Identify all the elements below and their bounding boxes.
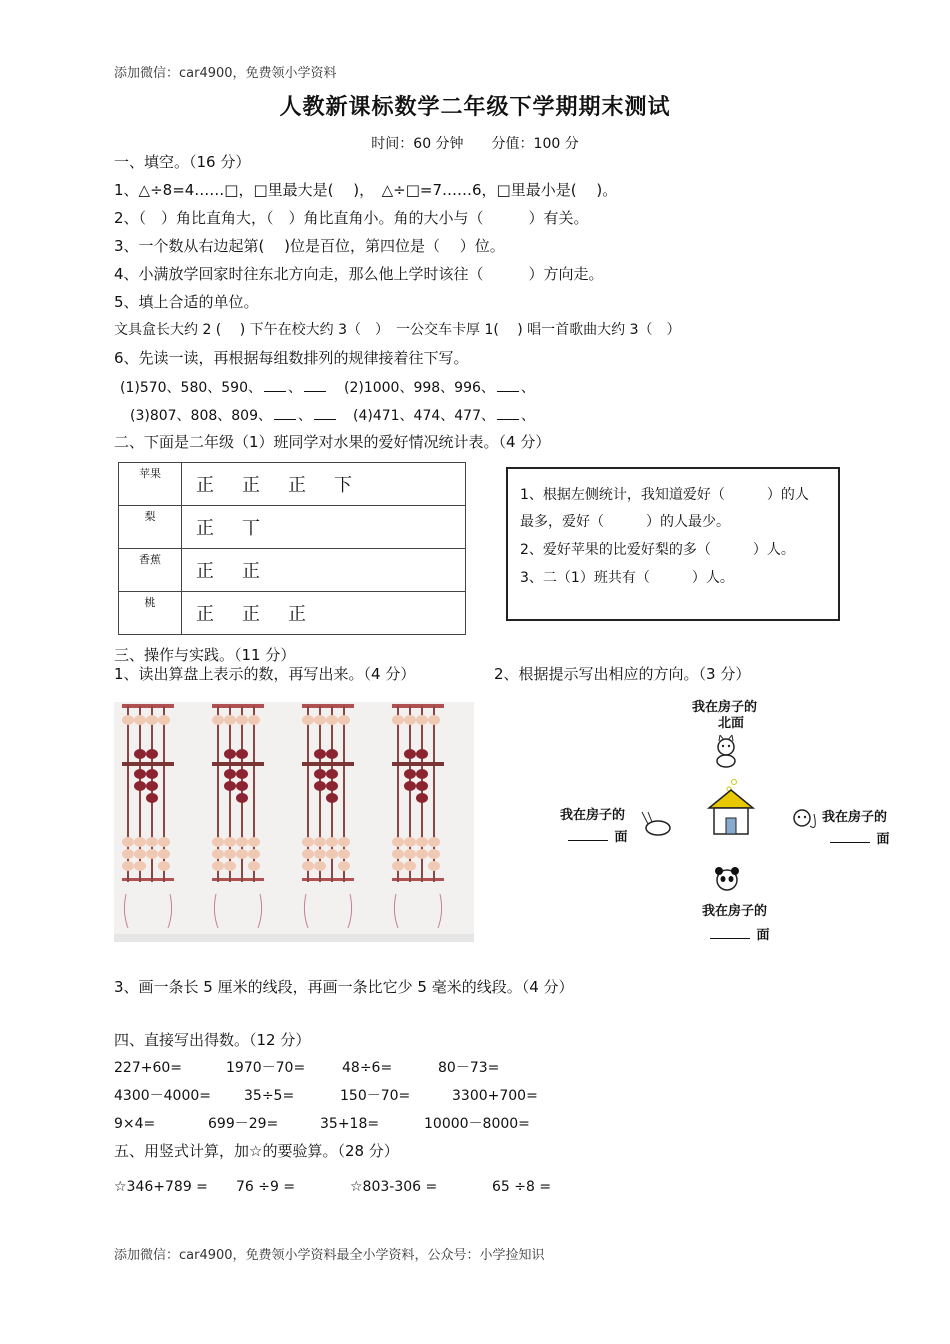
tally-marks: 正正正下: [182, 463, 466, 506]
west-label: 我在房子的: [560, 808, 626, 823]
blank[interactable]: [274, 405, 296, 420]
sequence-3-text: (3)807、808、809、: [130, 408, 272, 424]
calc-item: 10000－8000=: [424, 1116, 530, 1132]
house-icon: [706, 778, 756, 840]
statistics-questions-box: [506, 467, 840, 621]
blank[interactable]: [568, 826, 608, 841]
vertical-calc-item: 76 ÷9 =: [236, 1179, 296, 1195]
footer-note: 添加微信：car4900，免费领小学资料最全小学资料，公众号：小学捡知识: [114, 1248, 545, 1263]
section5-heading: 五、用竖式计算，加☆的要验算。（28 分）: [114, 1142, 399, 1160]
table-row: [119, 506, 466, 549]
fruit-label: 梨: [119, 506, 182, 549]
sequence-2-text: (2)1000、998、996、: [344, 380, 495, 396]
question-1-3: 3、一个数从右边起第( )位是百位，第四位是（ ）位。: [114, 237, 505, 255]
cat-icon: [706, 735, 744, 769]
blank[interactable]: [264, 377, 286, 392]
tally-marks: 正正: [182, 549, 466, 592]
blank[interactable]: [304, 377, 326, 392]
calc-item: 9×4=: [114, 1116, 156, 1132]
fruit-label: 苹果: [119, 463, 182, 506]
question-1-2: 2、（ ）角比直角大，（ ）角比直角小。角的大小与（ ）有关。: [114, 209, 589, 227]
south-label: 我在房子的: [702, 904, 768, 919]
calc-item: 227+60=: [114, 1060, 182, 1076]
vertical-calc-item: ☆803-306 =: [350, 1179, 438, 1195]
vertical-calc-item: 65 ÷8 =: [492, 1179, 552, 1195]
separator: 、: [521, 408, 535, 424]
calc-item: 4300－4000=: [114, 1088, 211, 1104]
blank[interactable]: [314, 405, 336, 420]
separator: 、: [520, 380, 535, 396]
question-3-1: 1、读出算盘上表示的数，再写出来。（4 分）: [114, 665, 416, 683]
sequence-3: [130, 405, 338, 426]
question-3-2: 2、根据提示写出相应的方向。（3 分）: [494, 665, 751, 683]
face-text: 面: [756, 928, 770, 943]
calc-item: 80－73=: [438, 1060, 500, 1076]
east-answer: [828, 828, 890, 850]
stat-question: 3、二（1）班共有（ ）人。: [520, 570, 734, 586]
calc-item: 150－70=: [340, 1088, 411, 1104]
question-1-1: 1、△÷8=4……□，□里最大是( )， △÷□=7……6，□里最小是( )。: [114, 181, 618, 199]
blank[interactable]: [497, 405, 519, 420]
table-row: [119, 463, 466, 506]
question-1-6: 6、先读一读，再根据每组数排列的规律接着往下写。: [114, 349, 469, 367]
blank[interactable]: [830, 828, 870, 843]
stat-question: 1、根据左侧统计，我知道爱好（ ）的人: [520, 487, 809, 503]
question-3-3: 3、画一条长 5 厘米的线段，再画一条比它少 5 毫米的线段。（4 分）: [114, 978, 574, 996]
monkey-icon: [788, 806, 822, 836]
tally-marks: 正丅: [182, 506, 466, 549]
section1-heading: 一、填空。（16 分）: [114, 153, 251, 171]
table-row: [119, 592, 466, 635]
sequence-4-text: (4)471、474、477、: [353, 408, 495, 424]
sequence-1-text: (1)570、580、590、: [120, 380, 262, 396]
calc-item: 48÷6=: [342, 1060, 393, 1076]
section3-heading: 三、操作与实践。（11 分）: [114, 646, 296, 664]
tally-marks: 正正正: [182, 592, 466, 635]
page-subtitle: 时间：60 分钟 分值：100 分: [371, 136, 579, 152]
separator: 、: [288, 380, 302, 396]
fruit-label: 桃: [119, 592, 182, 635]
blank[interactable]: [710, 924, 750, 939]
vertical-calc-item: ☆346+789 =: [114, 1179, 208, 1195]
sequence-2: [344, 377, 535, 398]
stat-question: 2、爱好苹果的比爱好梨的多（ ）人。: [520, 542, 795, 558]
abacus-figure: [114, 702, 474, 942]
table-row: [119, 549, 466, 592]
calc-item: 35÷5=: [244, 1088, 295, 1104]
sequence-4: [353, 405, 535, 426]
page-title: 人教新课标数学二年级下学期期末测试: [279, 95, 671, 120]
panda-icon: [712, 866, 742, 896]
face-text: 面: [876, 832, 890, 847]
calc-item: 35+18=: [320, 1116, 380, 1132]
separator: 、: [298, 408, 312, 424]
calc-item: 1970－70=: [226, 1060, 306, 1076]
blank[interactable]: [497, 377, 519, 392]
question-1-5: 5、填上合适的单位。: [114, 293, 259, 311]
west-answer: [566, 826, 628, 848]
header-note: 添加微信：car4900，免费领小学资料: [114, 66, 337, 81]
fruit-label: 香蕉: [119, 549, 182, 592]
sequence-1: [120, 377, 328, 398]
calc-item: 699－29=: [208, 1116, 279, 1132]
section2-heading: 二、下面是二年级（1）班同学对水果的爱好情况统计表。（4 分）: [114, 433, 551, 451]
face-text: 面: [614, 830, 628, 845]
north-label-line1: 我在房子的: [692, 700, 758, 715]
rabbit-icon: [640, 810, 676, 838]
question-1-5-detail: 文具盒长大约 2 ( ) 下午在校大约 3（ ） 一公交车卡厚 1( ) 唱一首歌曲大约 3（ ）: [114, 322, 681, 338]
east-label: 我在房子的: [822, 810, 888, 825]
north-label-line2: 北面: [718, 716, 745, 731]
question-1-4: 4、小满放学回家时往东北方向走，那么他上学时该往（ ）方向走。: [114, 265, 604, 283]
south-answer: [708, 924, 770, 946]
calc-item: 3300+700=: [452, 1088, 538, 1104]
section4-heading: 四、直接写出得数。（12 分）: [114, 1031, 311, 1049]
stat-question: 最多，爱好（ ）的人最少。: [520, 514, 730, 530]
fruit-tally-table: [118, 462, 466, 635]
abacus-illustration: [114, 702, 474, 942]
